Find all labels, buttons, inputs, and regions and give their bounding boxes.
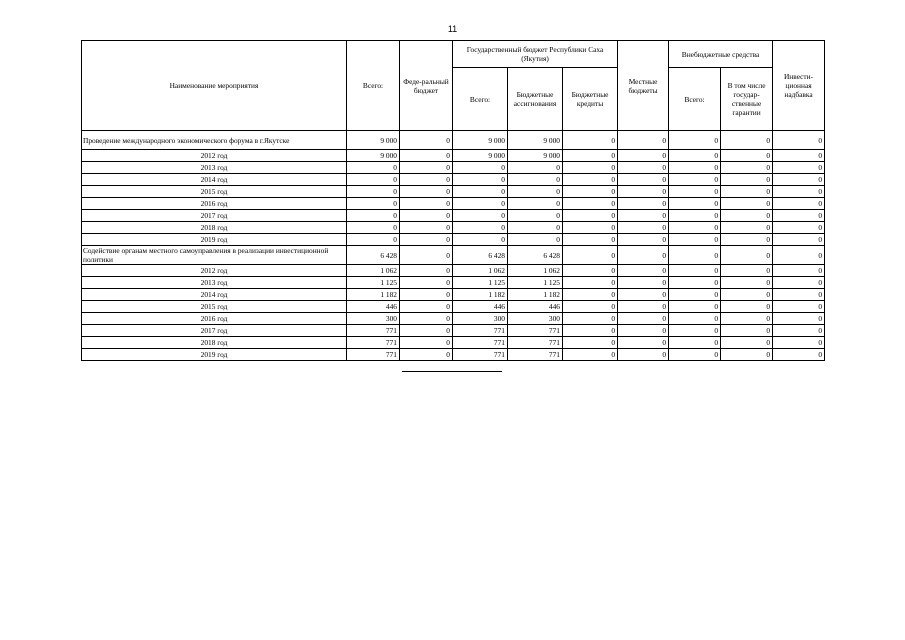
table-cell: 0 — [400, 198, 453, 210]
table-cell: 0 — [669, 265, 721, 277]
header-federal: Феде-ральный бюджет — [400, 41, 453, 131]
table-row-year — [82, 150, 825, 162]
budget-table — [81, 40, 825, 361]
table-cell: 0 — [400, 289, 453, 301]
table-cell: 0 — [721, 234, 773, 246]
table-cell: 0 — [773, 277, 825, 289]
table-cell: 0 — [400, 174, 453, 186]
table-cell: 0 — [669, 131, 721, 150]
table-cell: 1 182 — [347, 289, 400, 301]
table-row-year — [82, 289, 825, 301]
table-cell: 0 — [453, 162, 508, 174]
table-cell: 771 — [453, 337, 508, 349]
table-cell: 0 — [773, 265, 825, 277]
table-cell: 0 — [563, 349, 618, 361]
table-cell: 0 — [669, 198, 721, 210]
table-cell: 0 — [563, 289, 618, 301]
table-cell: 0 — [618, 301, 669, 313]
table-row-year — [82, 277, 825, 289]
table-cell: 0 — [618, 325, 669, 337]
header-local: Местные бюджеты — [618, 41, 669, 131]
table-cell: 0 — [618, 162, 669, 174]
table-cell: 0 — [508, 162, 563, 174]
table-row-year — [82, 313, 825, 325]
table-cell: 0 — [347, 222, 400, 234]
table-cell: 0 — [400, 246, 453, 265]
table-cell: 0 — [721, 289, 773, 301]
table-cell: 0 — [453, 210, 508, 222]
year-label: 2015 год — [82, 186, 347, 198]
table-cell: 1 062 — [453, 265, 508, 277]
table-cell: 0 — [618, 186, 669, 198]
table-cell: 0 — [563, 162, 618, 174]
table-cell: 0 — [508, 222, 563, 234]
header-name: Наименование мероприятия — [82, 41, 347, 131]
table-cell: 0 — [400, 186, 453, 198]
table-cell: 0 — [400, 337, 453, 349]
table-cell: 0 — [347, 198, 400, 210]
table-cell: 9 000 — [508, 150, 563, 162]
table-cell: 0 — [669, 150, 721, 162]
table-cell: 0 — [669, 349, 721, 361]
table-cell: 0 — [773, 246, 825, 265]
table-cell: 1 125 — [347, 277, 400, 289]
table-cell: 0 — [563, 301, 618, 313]
table-cell: 771 — [508, 337, 563, 349]
table-cell: 0 — [773, 162, 825, 174]
table-cell: 1 125 — [453, 277, 508, 289]
table-cell: 0 — [347, 210, 400, 222]
table-cell: 0 — [453, 174, 508, 186]
table-cell: 0 — [563, 174, 618, 186]
table-cell: 0 — [773, 234, 825, 246]
table-cell: 0 — [721, 349, 773, 361]
table-cell: 771 — [347, 325, 400, 337]
table-cell: 0 — [400, 265, 453, 277]
table-cell: 771 — [453, 349, 508, 361]
table-cell: 0 — [563, 150, 618, 162]
table-cell: 0 — [400, 313, 453, 325]
table-cell: 0 — [618, 246, 669, 265]
table-cell: 9 000 — [347, 150, 400, 162]
table-row-activity — [82, 131, 825, 150]
table-cell: 0 — [400, 325, 453, 337]
table-cell: 0 — [773, 150, 825, 162]
table-cell: 0 — [773, 349, 825, 361]
table-cell: 0 — [773, 301, 825, 313]
table-cell: 0 — [347, 186, 400, 198]
year-label: 2014 год — [82, 174, 347, 186]
year-label: 2014 год — [82, 289, 347, 301]
table-cell: 446 — [508, 301, 563, 313]
table-cell: 0 — [563, 131, 618, 150]
table-cell: 0 — [400, 222, 453, 234]
table-cell: 0 — [721, 198, 773, 210]
table-cell: 0 — [669, 313, 721, 325]
table-cell: 0 — [400, 210, 453, 222]
table-cell: 1 182 — [508, 289, 563, 301]
table-cell: 0 — [563, 277, 618, 289]
end-line — [402, 371, 502, 372]
year-label: 2012 год — [82, 150, 347, 162]
table-row-year — [82, 265, 825, 277]
table-cell: 0 — [773, 325, 825, 337]
table-cell: 0 — [563, 210, 618, 222]
table-row-year — [82, 186, 825, 198]
table-cell: 9 000 — [453, 131, 508, 150]
table-cell: 6 428 — [347, 246, 400, 265]
table-cell: 0 — [508, 174, 563, 186]
table-cell: 0 — [669, 162, 721, 174]
table-cell: 0 — [618, 313, 669, 325]
table-cell: 0 — [669, 246, 721, 265]
table-cell: 0 — [721, 131, 773, 150]
year-label: 2016 год — [82, 313, 347, 325]
table-cell: 0 — [400, 150, 453, 162]
table-cell: 0 — [618, 222, 669, 234]
table-cell: 0 — [669, 277, 721, 289]
table-row-year — [82, 349, 825, 361]
table-cell: 0 — [347, 162, 400, 174]
table-row-year — [82, 210, 825, 222]
year-label: 2018 год — [82, 222, 347, 234]
table-cell: 0 — [563, 246, 618, 265]
table-cell: 300 — [508, 313, 563, 325]
table-cell: 0 — [669, 289, 721, 301]
table-cell: 0 — [721, 186, 773, 198]
table-cell: 0 — [669, 174, 721, 186]
table-cell: 0 — [508, 234, 563, 246]
table-cell: 9 000 — [347, 131, 400, 150]
table-cell: 0 — [400, 277, 453, 289]
table-cell: 0 — [669, 210, 721, 222]
table-row-activity — [82, 246, 825, 265]
table-cell: 0 — [773, 222, 825, 234]
table-cell: 0 — [563, 265, 618, 277]
table-cell: 1 182 — [453, 289, 508, 301]
table-cell: 6 428 — [453, 246, 508, 265]
table-cell: 0 — [618, 349, 669, 361]
page-number: 11 — [447, 24, 458, 34]
table-row-year — [82, 162, 825, 174]
header-total: Всего: — [347, 41, 400, 131]
table-cell: 0 — [618, 210, 669, 222]
table-cell: 1 062 — [508, 265, 563, 277]
table-row-year — [82, 174, 825, 186]
table-cell: 0 — [618, 131, 669, 150]
table-cell: 300 — [347, 313, 400, 325]
table-cell: 0 — [618, 277, 669, 289]
table-cell: 0 — [347, 174, 400, 186]
table-cell: 0 — [453, 198, 508, 210]
table-cell: 0 — [400, 162, 453, 174]
year-label: 2015 год — [82, 301, 347, 313]
table-cell: 0 — [453, 222, 508, 234]
header-state-budget: Государственный бюджет Республики Саха (Якутия) — [453, 41, 618, 68]
table-cell: 0 — [773, 313, 825, 325]
table-cell: 0 — [721, 277, 773, 289]
header-state-total: Всего: — [453, 68, 508, 131]
table-cell: 771 — [347, 349, 400, 361]
table-cell: 0 — [669, 325, 721, 337]
year-label: 2016 год — [82, 198, 347, 210]
table-cell: 0 — [618, 150, 669, 162]
table-cell: 0 — [563, 198, 618, 210]
year-label: 2018 год — [82, 337, 347, 349]
year-label: 2017 год — [82, 325, 347, 337]
table-cell: 0 — [721, 246, 773, 265]
header-extra-guarantee: В том числе государ-ственные гарантии — [721, 68, 773, 131]
table-cell: 0 — [721, 265, 773, 277]
table-cell: 0 — [773, 174, 825, 186]
table-cell: 0 — [618, 337, 669, 349]
table-cell: 446 — [347, 301, 400, 313]
table-cell: 0 — [400, 349, 453, 361]
table-cell: 0 — [669, 337, 721, 349]
table-cell: 771 — [508, 325, 563, 337]
table-row-year — [82, 198, 825, 210]
table-row-year — [82, 325, 825, 337]
table-cell: 1 125 — [508, 277, 563, 289]
table-cell: 0 — [721, 337, 773, 349]
year-label: 2017 год — [82, 210, 347, 222]
year-label: 2013 год — [82, 162, 347, 174]
table-cell: 0 — [618, 289, 669, 301]
table-cell: 0 — [453, 186, 508, 198]
year-label: 2012 год — [82, 265, 347, 277]
header-invest: Инвести-ционная надбавка — [773, 41, 825, 131]
table-cell: 0 — [563, 313, 618, 325]
table-cell: 0 — [773, 186, 825, 198]
table-cell: 0 — [721, 325, 773, 337]
table-cell: 446 — [453, 301, 508, 313]
table-cell: 0 — [721, 210, 773, 222]
table-cell: 0 — [563, 325, 618, 337]
table-cell: 0 — [773, 131, 825, 150]
table-cell: 0 — [508, 186, 563, 198]
table-cell: 771 — [508, 349, 563, 361]
table-row-year — [82, 337, 825, 349]
table-cell: 6 428 — [508, 246, 563, 265]
table-cell: 0 — [773, 198, 825, 210]
table-cell: 0 — [669, 222, 721, 234]
table-cell: 0 — [400, 234, 453, 246]
table-cell: 0 — [563, 186, 618, 198]
table-header — [82, 41, 825, 131]
table-cell: 0 — [508, 210, 563, 222]
table-cell: 0 — [400, 131, 453, 150]
year-label: 2013 год — [82, 277, 347, 289]
table-cell: 0 — [563, 234, 618, 246]
table-row-year — [82, 234, 825, 246]
table-cell: 0 — [721, 150, 773, 162]
table-row-year — [82, 222, 825, 234]
table-cell: 0 — [400, 301, 453, 313]
table-cell: 0 — [721, 313, 773, 325]
table-cell: 771 — [347, 337, 400, 349]
year-label: 2019 год — [82, 234, 347, 246]
table-cell: 0 — [773, 337, 825, 349]
table-cell: 0 — [563, 222, 618, 234]
table-cell: 0 — [721, 162, 773, 174]
table-cell: 0 — [669, 234, 721, 246]
table-cell: 0 — [669, 186, 721, 198]
table-cell: 0 — [618, 174, 669, 186]
table-cell: 300 — [453, 313, 508, 325]
header-state-credits: Бюджетные кредиты — [563, 68, 618, 131]
activity-name: Проведение международного экономического форума в г.Якутске — [82, 131, 347, 150]
year-label: 2019 год — [82, 349, 347, 361]
table-cell: 0 — [347, 234, 400, 246]
table-cell: 0 — [773, 289, 825, 301]
table-cell: 9 000 — [453, 150, 508, 162]
table-body — [82, 131, 825, 361]
table-cell: 0 — [773, 210, 825, 222]
table-cell: 0 — [618, 234, 669, 246]
table-cell: 0 — [721, 301, 773, 313]
table-cell: 0 — [618, 265, 669, 277]
header-extra-total: Всего: — [669, 68, 721, 131]
header-state-assign: Бюджетные ассигнования — [508, 68, 563, 131]
table-cell: 9 000 — [508, 131, 563, 150]
header-extra: Внебюджетные средства — [669, 41, 773, 68]
table-row-year — [82, 301, 825, 313]
table-cell: 1 062 — [347, 265, 400, 277]
activity-name: Содействие органам местного самоуправления в реализации инвестиционной политики — [82, 246, 347, 265]
table-cell: 0 — [508, 198, 563, 210]
table-cell: 0 — [669, 301, 721, 313]
table-cell: 0 — [721, 222, 773, 234]
table-cell: 0 — [563, 337, 618, 349]
table-cell: 0 — [453, 234, 508, 246]
table-cell: 771 — [453, 325, 508, 337]
table-cell: 0 — [721, 174, 773, 186]
table-cell: 0 — [618, 198, 669, 210]
